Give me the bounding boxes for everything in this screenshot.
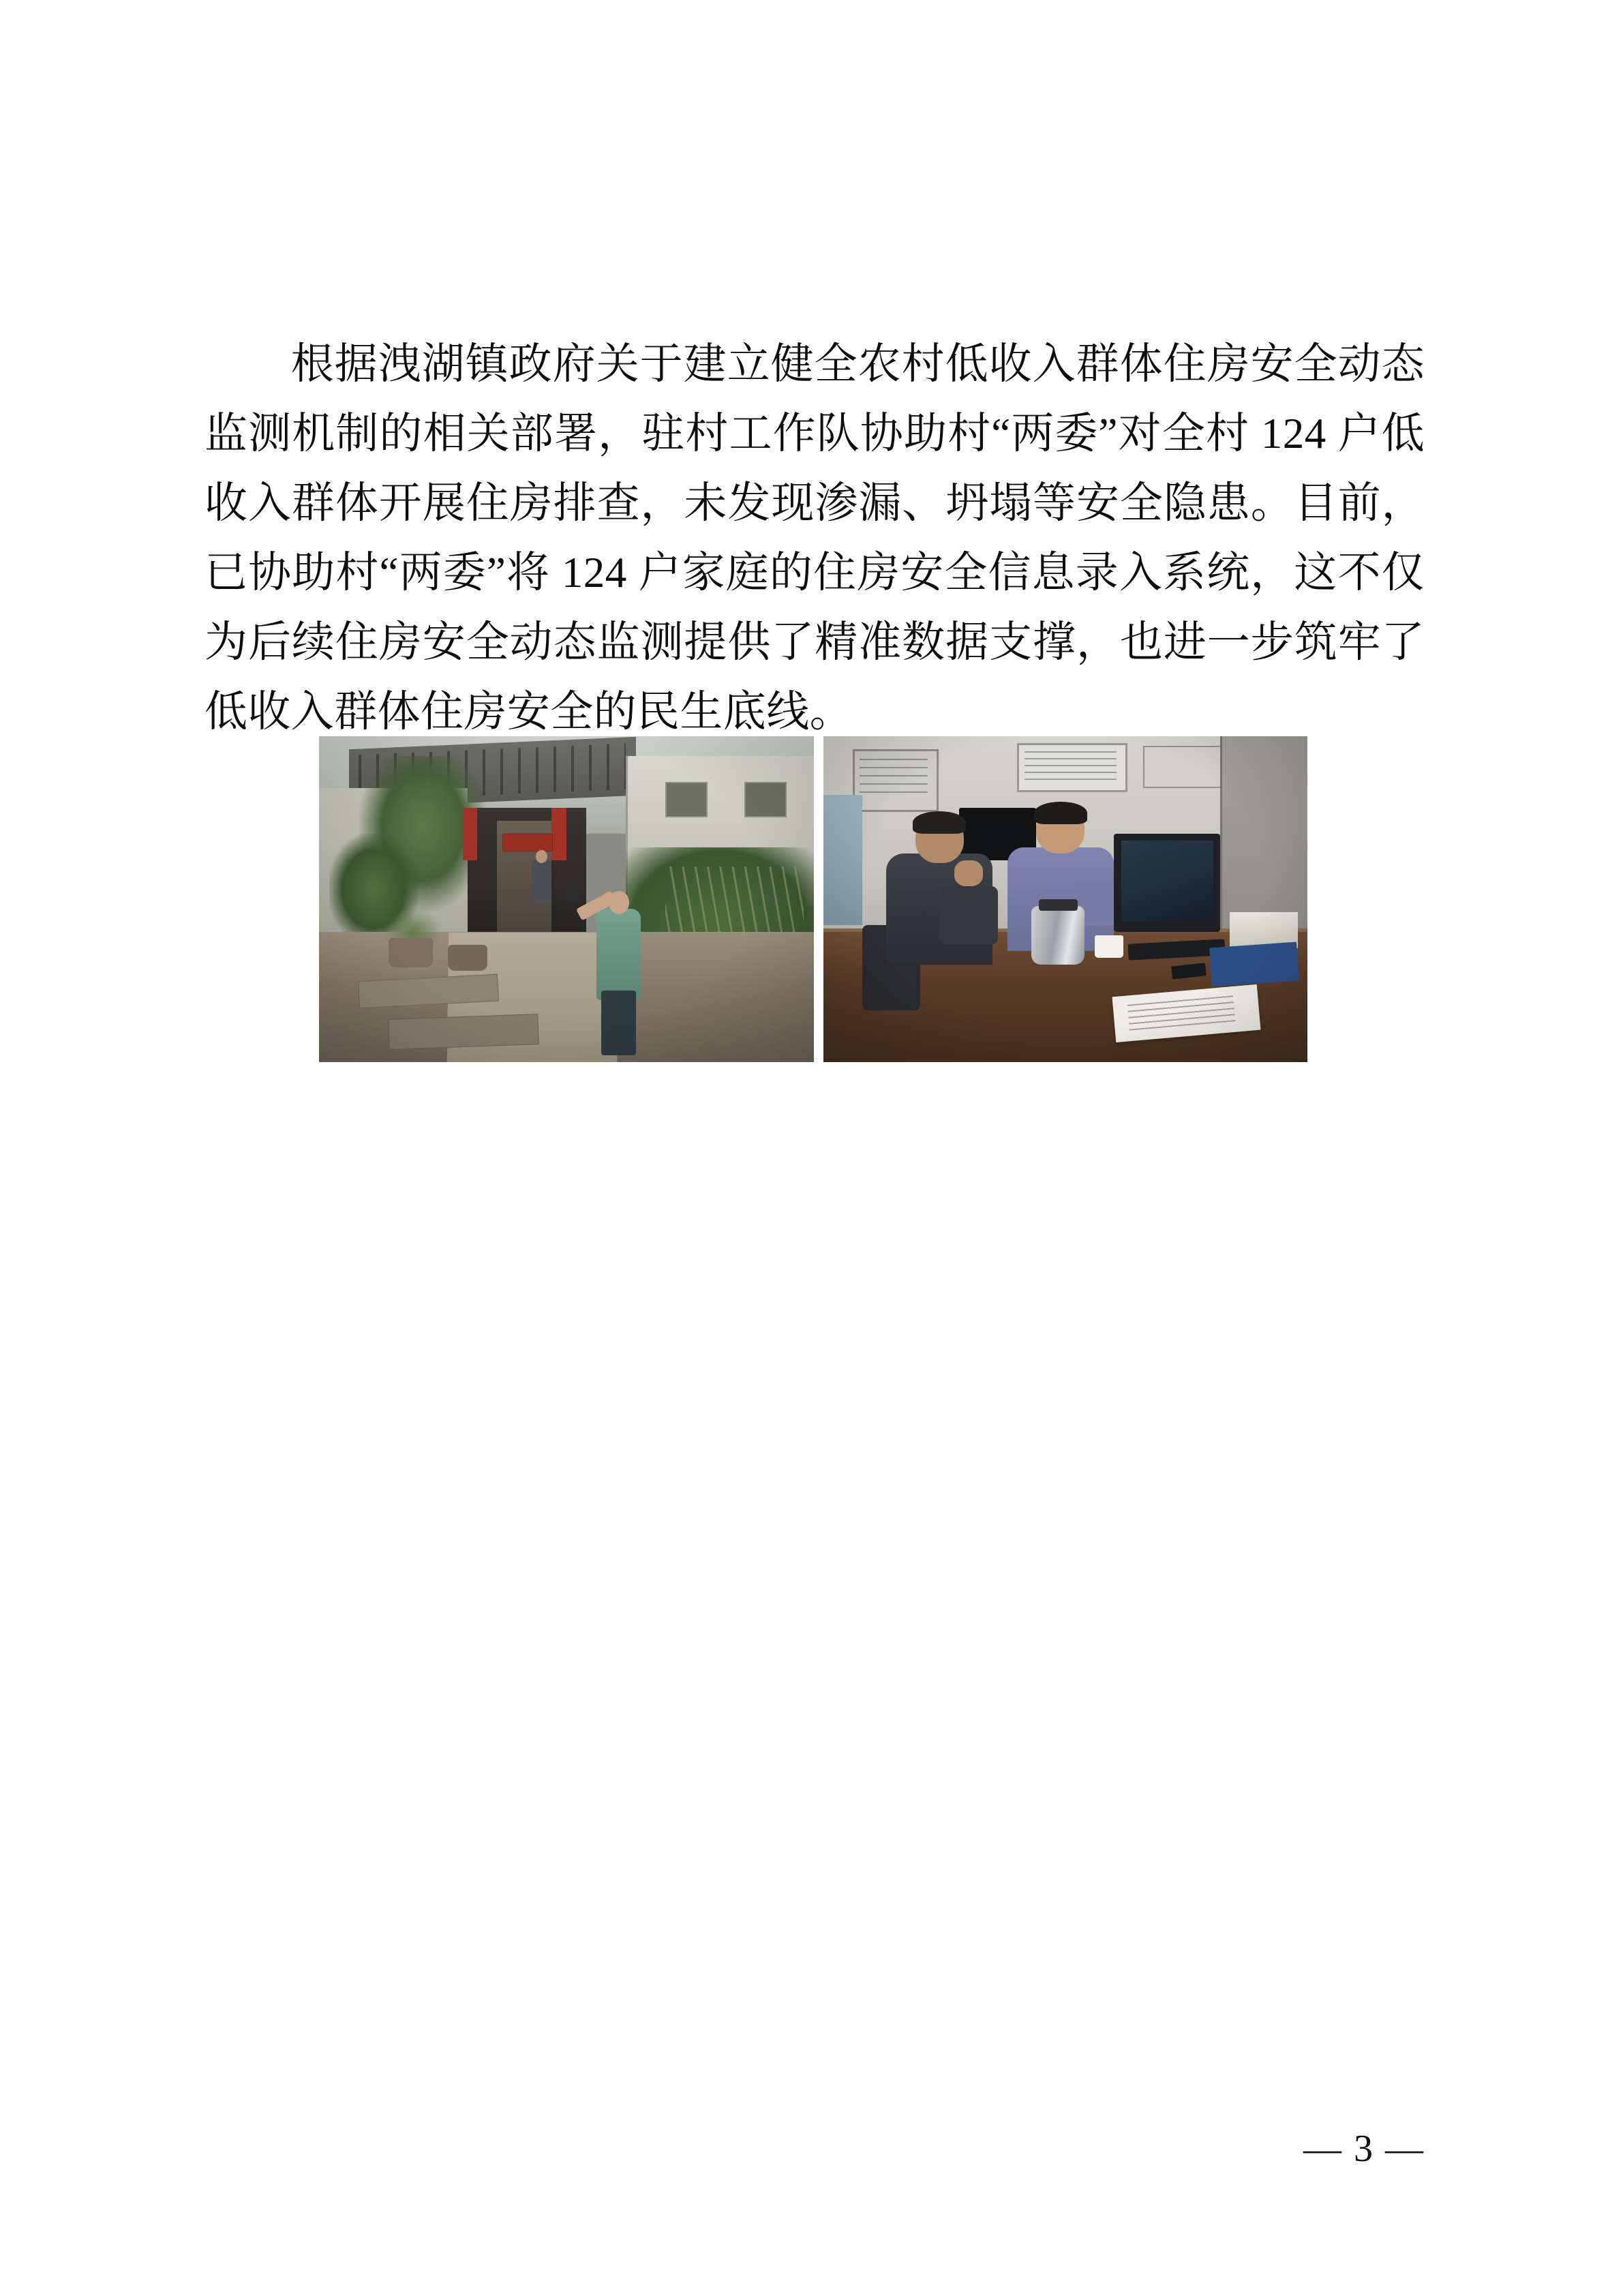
- figure-row: [319, 736, 1307, 1062]
- body-paragraph: [204, 329, 1425, 746]
- photo-housing-inspection: [319, 736, 814, 1062]
- photo-data-entry: [823, 736, 1307, 1062]
- photo-vignette-right: [823, 736, 1307, 1062]
- page-number: — 3 —: [1303, 2128, 1425, 2170]
- photo-vignette-left: [319, 736, 814, 1062]
- paragraph-text: 根据洩湖镇政府关于建立健全农村低收入群体住房安全动态监测机制的相关部署，驻村工作队协助村“两委”对全村 124 户低收入群体开展住房排查，未发现渗漏、坍塌等安全隐患。目前，已协助村“两委”将 124 户家庭的住房安全信息录入系统，这不仅为后续住房安全动态监测提供了精准数据支撑，也进一步筑牢了低收入群体住房安全的民生底线。: [204, 340, 1425, 736]
